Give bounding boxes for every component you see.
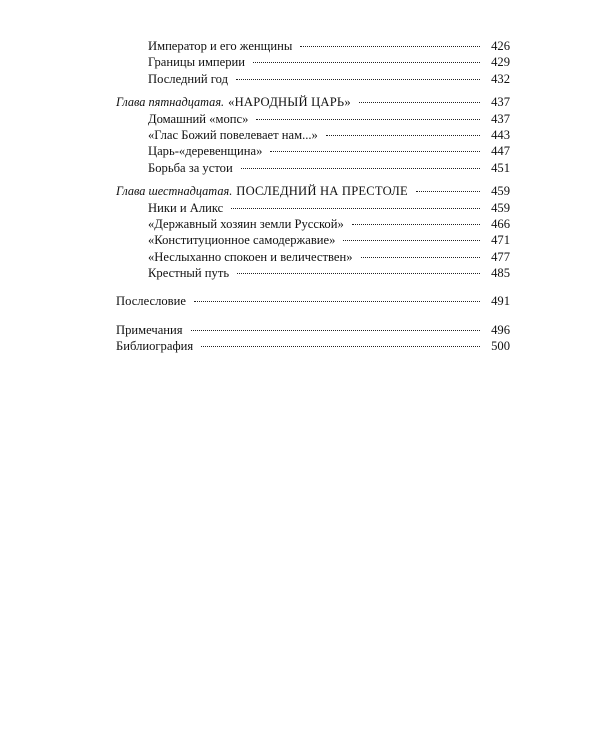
toc-entry-page: 471 bbox=[491, 233, 510, 248]
toc-entry bbox=[116, 160, 510, 176]
toc-entry-page: 466 bbox=[491, 216, 510, 231]
chapter-page: 459 bbox=[491, 184, 510, 199]
toc-bibliography bbox=[116, 338, 510, 354]
toc-entry-title: Послесловие bbox=[116, 294, 186, 309]
dot-leader bbox=[270, 151, 480, 152]
toc-entry-page: 500 bbox=[491, 339, 510, 354]
dot-leader bbox=[236, 79, 480, 80]
toc-entry-page: 426 bbox=[491, 39, 510, 53]
toc-entry-title: «Державный хозяин земли Русской» bbox=[148, 216, 344, 231]
toc-entry-title: «Конституционное самодержавие» bbox=[148, 233, 336, 248]
toc-entry bbox=[116, 249, 510, 265]
toc-entry-title: Царь-«деревенщина» bbox=[148, 144, 263, 159]
chapter-prefix: Глава шестнадцатая. bbox=[116, 184, 233, 199]
chapter-title: «НАРОДНЫЙ ЦАРЬ» bbox=[228, 95, 351, 110]
toc-entry bbox=[116, 232, 510, 248]
toc-entry-page: 485 bbox=[491, 266, 510, 281]
toc-entry-title: Император и его женщины bbox=[148, 39, 293, 53]
dot-leader bbox=[359, 102, 480, 103]
chapter-prefix: Глава пятнадцатая. bbox=[116, 95, 225, 110]
toc-entry-title: «Неслыханно спокоен и величествен» bbox=[148, 249, 353, 264]
toc-entry-title: Борьба за устои bbox=[148, 160, 233, 175]
dot-leader bbox=[241, 168, 480, 169]
toc-notes bbox=[116, 322, 510, 338]
dot-leader bbox=[253, 62, 480, 63]
dot-leader bbox=[326, 135, 480, 136]
toc-entry-title: Библиография bbox=[116, 339, 194, 354]
toc-entry-page: 451 bbox=[491, 160, 510, 175]
chapter-title: ПОСЛЕДНИЙ НА ПРЕСТОЛЕ bbox=[236, 184, 408, 199]
dot-leader bbox=[191, 330, 480, 331]
toc-entry bbox=[116, 71, 510, 87]
toc-entry-page: 429 bbox=[491, 55, 510, 70]
dot-leader bbox=[361, 257, 480, 258]
toc-entry bbox=[116, 265, 510, 281]
dot-leader bbox=[416, 191, 480, 192]
toc-entry-page: 437 bbox=[491, 111, 510, 126]
toc-entry-page: 459 bbox=[491, 200, 510, 215]
toc-entry bbox=[116, 127, 510, 143]
toc-entry-title: Примечания bbox=[116, 322, 183, 337]
chapter-heading bbox=[116, 183, 510, 199]
toc-entry-title: «Глас Божий повелевает нам...» bbox=[148, 127, 318, 142]
toc-entry bbox=[116, 38, 510, 54]
dot-leader bbox=[231, 208, 480, 209]
toc-entry-page: 443 bbox=[491, 127, 510, 142]
dot-leader bbox=[237, 273, 480, 274]
toc-entry bbox=[116, 111, 510, 127]
dot-leader bbox=[343, 240, 480, 241]
toc-entry bbox=[116, 200, 510, 216]
toc-afterword bbox=[116, 293, 510, 309]
dot-leader bbox=[352, 224, 480, 225]
toc-entry bbox=[116, 143, 510, 159]
toc-entry-title: Домашний «мопс» bbox=[148, 111, 249, 126]
dot-leader bbox=[194, 301, 480, 302]
toc-entry-page: 496 bbox=[491, 322, 510, 337]
dot-leader bbox=[300, 46, 480, 47]
toc-entry-title: Крестный путь bbox=[148, 266, 230, 281]
dot-leader bbox=[201, 346, 480, 347]
toc-entry bbox=[116, 216, 510, 232]
toc-entry-page: 432 bbox=[491, 71, 510, 86]
dot-leader bbox=[256, 119, 480, 120]
toc-entry-title: Границы империи bbox=[148, 55, 246, 70]
toc-entry bbox=[116, 54, 510, 70]
toc-entry-page: 477 bbox=[491, 249, 510, 264]
toc-entry-page: 491 bbox=[491, 294, 510, 309]
chapter-page: 437 bbox=[491, 95, 510, 110]
table-of-contents bbox=[116, 38, 510, 355]
chapter-heading bbox=[116, 94, 510, 110]
toc-entry-title: Последний год bbox=[148, 71, 228, 86]
toc-entry-title: Ники и Аликс bbox=[148, 200, 224, 215]
toc-entry-page: 447 bbox=[491, 144, 510, 159]
